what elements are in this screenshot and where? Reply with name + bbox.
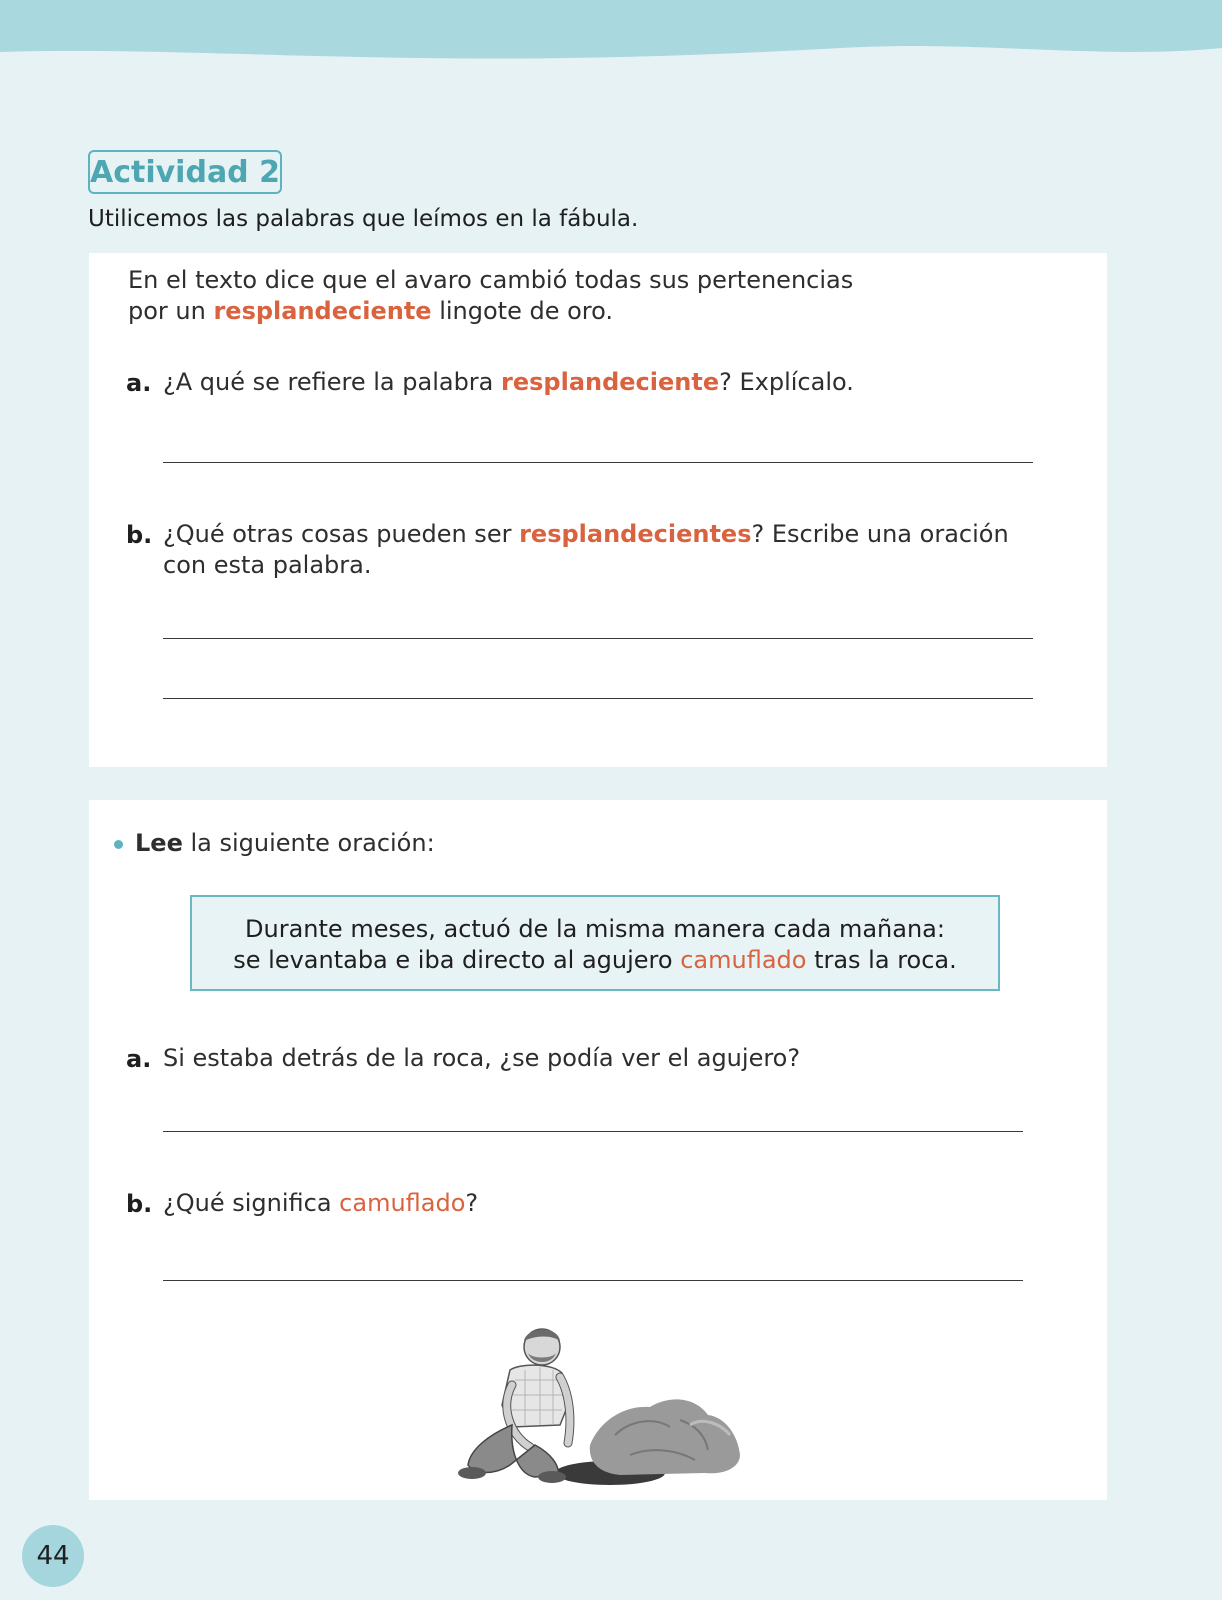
question-panel-1 (89, 253, 1107, 767)
highlight-word: resplandecientes (519, 520, 752, 548)
quote-line-2: se levantaba e iba directo al agujero camuflado tras la roca. (233, 946, 957, 974)
question-a-label: a. (126, 1045, 152, 1073)
top-wave-banner (0, 0, 1222, 70)
quote-box (190, 895, 1000, 991)
man-near-rock-illustration (440, 1325, 760, 1500)
bullet-dot (114, 840, 123, 849)
highlight-word: camuflado (680, 946, 807, 974)
answer-line-b1[interactable] (163, 638, 1033, 639)
question-b-text: ¿Qué otras cosas pueden ser resplandecientes? Escribe una oración con esta palabra. (163, 520, 1009, 579)
answer-line-a[interactable] (163, 462, 1033, 463)
page-number: 44 (36, 1541, 70, 1571)
question-a-text: ¿A qué se refiere la palabra resplandeciente? Explícalo. (163, 368, 854, 396)
question-b-label: b. (126, 1190, 153, 1218)
question-a-label: a. (126, 369, 152, 397)
intro-line-1: En el texto dice que el avaro cambió todas sus pertenencias (128, 266, 854, 294)
page-number-badge (22, 1525, 84, 1587)
highlight-word: resplandeciente (213, 297, 432, 325)
highlight-word: camuflado (339, 1189, 466, 1217)
intro-line-2: por un resplandeciente lingote de oro. (128, 297, 614, 325)
activity-instruction: Utilicemos las palabras que leímos en la fábula. (88, 206, 639, 232)
question-b-label: b. (126, 521, 153, 549)
answer-line-b2[interactable] (163, 698, 1033, 699)
intro-text (128, 265, 853, 327)
answer-line-d[interactable] (163, 1280, 1023, 1281)
quote-line-1: Durante meses, actuó de la misma manera cada mañana: (245, 915, 945, 943)
activity-tag: Actividad 2 (88, 150, 282, 194)
highlight-word: resplandeciente (501, 368, 720, 396)
read-instruction: Lee la siguiente oración: (135, 829, 435, 857)
question-a-text: Si estaba detrás de la roca, ¿se podía ver el agujero? (163, 1044, 801, 1072)
answer-line-c[interactable] (163, 1131, 1023, 1132)
question-b-text: ¿Qué significa camuflado? (163, 1189, 479, 1217)
